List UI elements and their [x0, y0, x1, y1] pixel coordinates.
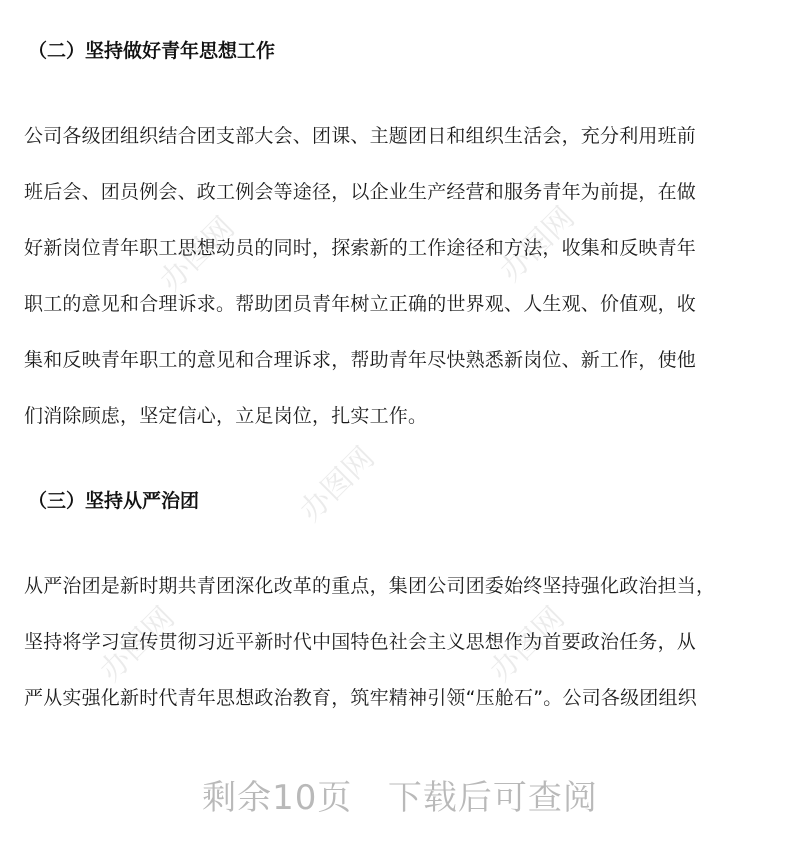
watermark: 办图网	[293, 440, 382, 529]
paragraph-line: 坚持将学习宣传贯彻习近平新时代中国特色社会主义思想作为首要政治任务，从	[24, 631, 697, 653]
watermark: 办图网	[93, 600, 182, 689]
watermark: 办图网	[483, 600, 572, 689]
paragraph-line: 班后会、团员例会、政工例会等途径，以企业生产经营和服务青年为前提，在做	[24, 181, 697, 203]
paragraph-line: 公司各级团组织结合团支部大会、团课、主题团日和组织生活会，充分利用班前	[24, 125, 697, 147]
remaining-pages-notice[interactable]: 剩余10页 下载后可查阅	[202, 778, 598, 818]
paragraph-line: 好新岗位青年职工思想动员的同时，探索新的工作途径和方法，收集和反映青年	[24, 237, 697, 259]
watermark: 办图网	[153, 210, 242, 299]
paragraph-line: 集和反映青年职工的意见和合理诉求，帮助青年尽快熟悉新岗位、新工作，使他	[24, 349, 697, 371]
paragraph-line: 严从实强化新时代青年思想政治教育，筑牢精神引领“压舱石”。公司各级团组织	[24, 687, 697, 709]
watermark: 办图网	[493, 200, 582, 289]
paragraph-line: 们消除顾虑，坚定信心，立足岗位，扎实工作。	[24, 405, 428, 427]
paragraph-line: 从严治团是新时期共青团深化改革的重点，集团公司团委始终坚持强化政治担当，	[24, 575, 716, 597]
paragraph-line: 职工的意见和合理诉求。帮助团员青年树立正确的世界观、人生观、价值观，收	[24, 293, 697, 315]
section-heading-3: （三）坚持从严治团	[28, 490, 200, 512]
section-heading-2: （二）坚持做好青年思想工作	[28, 40, 276, 62]
